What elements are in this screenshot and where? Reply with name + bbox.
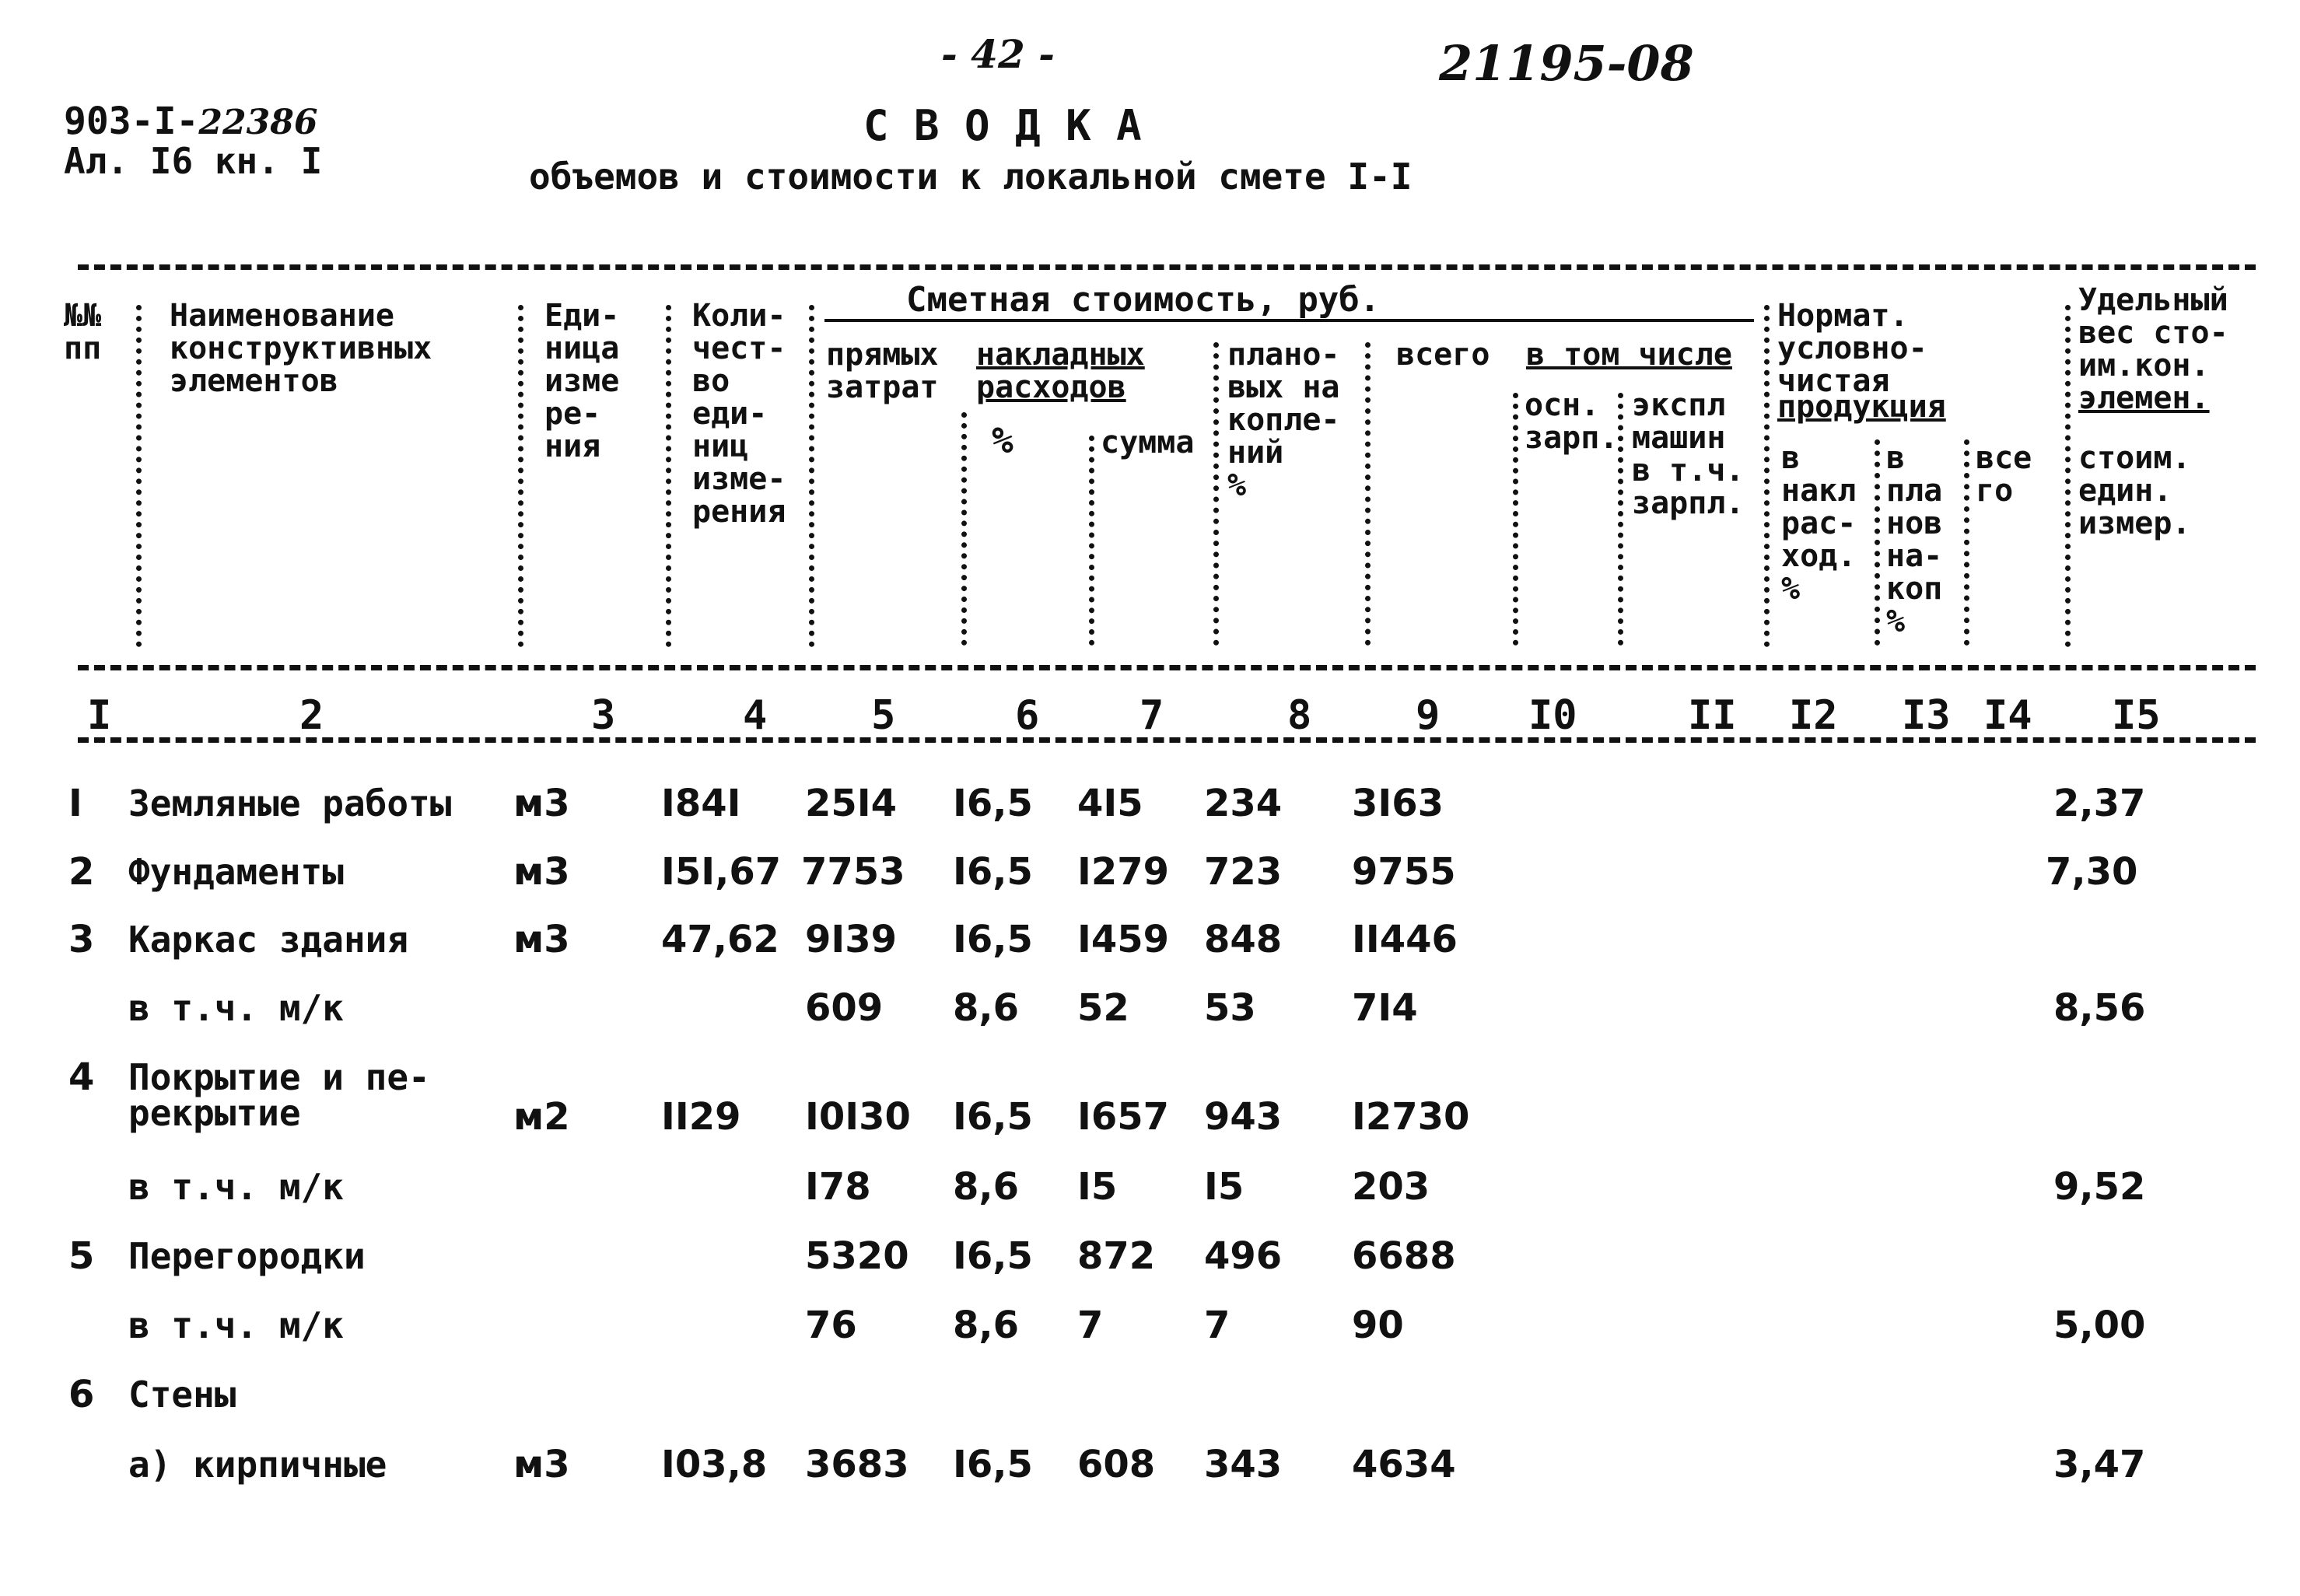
row-plan: 723 (1204, 850, 1283, 894)
col-separator (1213, 342, 1219, 646)
row-plan: 343 (1204, 1443, 1283, 1486)
column-number: 5 (871, 692, 896, 739)
column-number: 2 (299, 692, 324, 739)
col-separator (1618, 393, 1623, 646)
row-direct: 76 (805, 1304, 857, 1347)
col-separator (136, 305, 142, 647)
row-plan: I5 (1204, 1165, 1245, 1209)
row-number: I (68, 782, 82, 825)
row-pct: 8,6 (953, 986, 1020, 1030)
row-number: 6 (68, 1373, 95, 1416)
header-unit: Еди- ница изме ре- ния (544, 298, 620, 464)
doc-code (64, 100, 317, 143)
row-qty: I5I,67 (661, 850, 782, 894)
header-overhead: накладных расходов (976, 337, 1145, 405)
row-qty: I84I (661, 782, 741, 825)
row-spec: 2,37 (2053, 782, 2146, 825)
header-overhead-pct: % (992, 419, 1013, 461)
row-pct: 8,6 (953, 1304, 1020, 1347)
col-separator (666, 305, 671, 647)
row-name: Стены (128, 1374, 236, 1416)
header-norm-group: Нормат. условно- чистая (1777, 298, 1927, 399)
row-sum: I459 (1077, 918, 1170, 961)
header-norm-total: все го (1976, 440, 2032, 509)
row-pct: I6,5 (953, 1095, 1033, 1139)
header-plan: плано- вых на копле- ний % (1227, 337, 1340, 503)
header-pp: №№ пп (64, 298, 102, 366)
col-separator (1365, 342, 1371, 646)
row-plan: 53 (1204, 986, 1256, 1030)
row-unit: м3 (513, 1443, 570, 1486)
header-spec-unitcost: стоим. един. измер. (2078, 440, 2191, 541)
column-number: 7 (1139, 692, 1164, 739)
row-qty: 47,62 (661, 918, 779, 961)
cost-group-rule (824, 319, 1754, 322)
row-qty: I03,8 (661, 1443, 768, 1486)
page-subtitle: объемов и стоимости к локальной смете I-I (529, 156, 1413, 198)
row-number: 3 (68, 918, 95, 961)
column-number: I5 (2112, 692, 2161, 739)
column-number: I4 (1983, 692, 2032, 739)
row-plan: 234 (1204, 782, 1283, 825)
row-sum: 7 (1077, 1304, 1104, 1347)
header-spec-element: элемен. (2078, 380, 2210, 416)
row-name: Перегородки (128, 1235, 366, 1277)
sheet-label: Ал. I6 кн. I (64, 140, 323, 182)
header-total: всего (1396, 337, 1490, 373)
row-plan: 496 (1204, 1234, 1283, 1278)
header-direct: прямых затрат (826, 337, 939, 405)
doc-code-handwritten: 22386 (198, 103, 318, 142)
row-direct: 3683 (805, 1443, 909, 1486)
col-separator (1964, 439, 1969, 646)
header-norm-overhead: в накл рас- ход. % (1781, 440, 1857, 607)
row-sum: 4I5 (1077, 782, 1143, 825)
row-direct: I78 (805, 1165, 871, 1209)
row-name: Фундаменты (128, 851, 344, 893)
row-number: 2 (68, 850, 95, 894)
column-number: I0 (1528, 692, 1577, 739)
column-number: 6 (1015, 692, 1040, 739)
row-unit: м3 (513, 782, 570, 825)
header-top-rule (78, 264, 2256, 270)
row-number: 5 (68, 1234, 95, 1278)
column-number: I (87, 692, 112, 739)
row-direct: 9I39 (805, 918, 898, 961)
row-pct: I6,5 (953, 850, 1033, 894)
row-sum: 872 (1077, 1234, 1156, 1278)
col-separator (1089, 436, 1094, 646)
header-bottom-rule (78, 665, 2256, 670)
col-separator (2065, 305, 2071, 647)
row-sum: I657 (1077, 1095, 1170, 1139)
column-number: 4 (743, 692, 768, 739)
row-direct: I0I30 (805, 1095, 911, 1139)
row-direct: 25I4 (805, 782, 898, 825)
page-title: С В О Д К А (863, 101, 1142, 150)
row-name: Каркас здания (128, 919, 409, 961)
row-qty: II29 (661, 1095, 741, 1139)
column-number: II (1688, 692, 1737, 739)
row-name: в т.ч. м/к (128, 987, 344, 1029)
row-pct: I6,5 (953, 1234, 1033, 1278)
header-base-salary: осн. зарп. (1525, 387, 1619, 456)
page-number: - 42 - (941, 31, 1055, 77)
header-norm-product: продукция (1777, 389, 1946, 425)
row-total: I2730 (1352, 1095, 1470, 1139)
column-number: 9 (1416, 692, 1441, 739)
row-total: 3I63 (1352, 782, 1444, 825)
row-total: 6688 (1352, 1234, 1456, 1278)
row-direct: 5320 (805, 1234, 909, 1278)
header-spec-group: Удельный вес сто- им.кон. (2078, 282, 2228, 383)
row-total: 90 (1352, 1304, 1404, 1347)
row-unit: м2 (513, 1095, 570, 1139)
row-spec: 8,56 (2053, 986, 2146, 1030)
col-separator (961, 412, 967, 646)
header-qty: Коли- чест- во еди- ниц изме- рения (692, 298, 786, 530)
row-spec: 3,47 (2053, 1443, 2146, 1486)
doc-code-printed: 903-I- (64, 100, 199, 143)
header-machines: экспл машин в т.ч. зарпл. (1632, 387, 1745, 521)
row-spec: 9,52 (2053, 1165, 2146, 1209)
row-name: в т.ч. м/к (128, 1166, 344, 1208)
row-spec: 5,00 (2053, 1304, 2146, 1347)
row-total: 203 (1352, 1165, 1430, 1209)
row-sum: I5 (1077, 1165, 1118, 1209)
header-cost-group: Сметная стоимость, руб. (906, 280, 1381, 320)
col-separator (518, 305, 523, 647)
header-norm-planned: в пла нов на- коп % (1886, 440, 1943, 639)
row-name: а) кирпичные (128, 1444, 387, 1486)
column-number: 3 (591, 692, 616, 739)
row-total: 9755 (1352, 850, 1456, 894)
row-number: 4 (68, 1055, 95, 1099)
header-overhead-sum: сумма (1101, 425, 1195, 460)
row-plan: 7 (1204, 1304, 1231, 1347)
header-name: Наименование конструктивных элементов (170, 298, 432, 399)
row-unit: м3 (513, 918, 570, 961)
column-number: 8 (1287, 692, 1312, 739)
col-separator (1764, 305, 1770, 647)
row-total: 7I4 (1352, 986, 1418, 1030)
row-unit: м3 (513, 850, 570, 894)
col-separator (1513, 393, 1518, 646)
row-pct: I6,5 (953, 918, 1033, 961)
row-sum: I279 (1077, 850, 1170, 894)
header-incl: в том числе (1526, 337, 1732, 373)
row-direct: 7753 (801, 850, 905, 894)
col-separator (1875, 439, 1880, 646)
row-total: II446 (1352, 918, 1458, 961)
column-number: I3 (1902, 692, 1951, 739)
row-pct: 8,6 (953, 1165, 1020, 1209)
row-name: Покрытие и пе- рекрытие (128, 1056, 430, 1134)
column-number: I2 (1789, 692, 1838, 739)
row-direct: 609 (805, 986, 884, 1030)
row-pct: I6,5 (953, 1443, 1033, 1486)
row-pct: I6,5 (953, 782, 1033, 825)
archive-code: 21195-08 (1439, 35, 1694, 92)
col-separator (809, 305, 814, 647)
row-name: Земляные работы (128, 782, 452, 824)
row-sum: 608 (1077, 1443, 1156, 1486)
row-total: 4634 (1352, 1443, 1456, 1486)
row-plan: 943 (1204, 1095, 1283, 1139)
row-name: в т.ч. м/к (128, 1304, 344, 1346)
row-spec: 7,30 (2046, 850, 2138, 894)
row-plan: 848 (1204, 918, 1283, 961)
row-sum: 52 (1077, 986, 1129, 1030)
